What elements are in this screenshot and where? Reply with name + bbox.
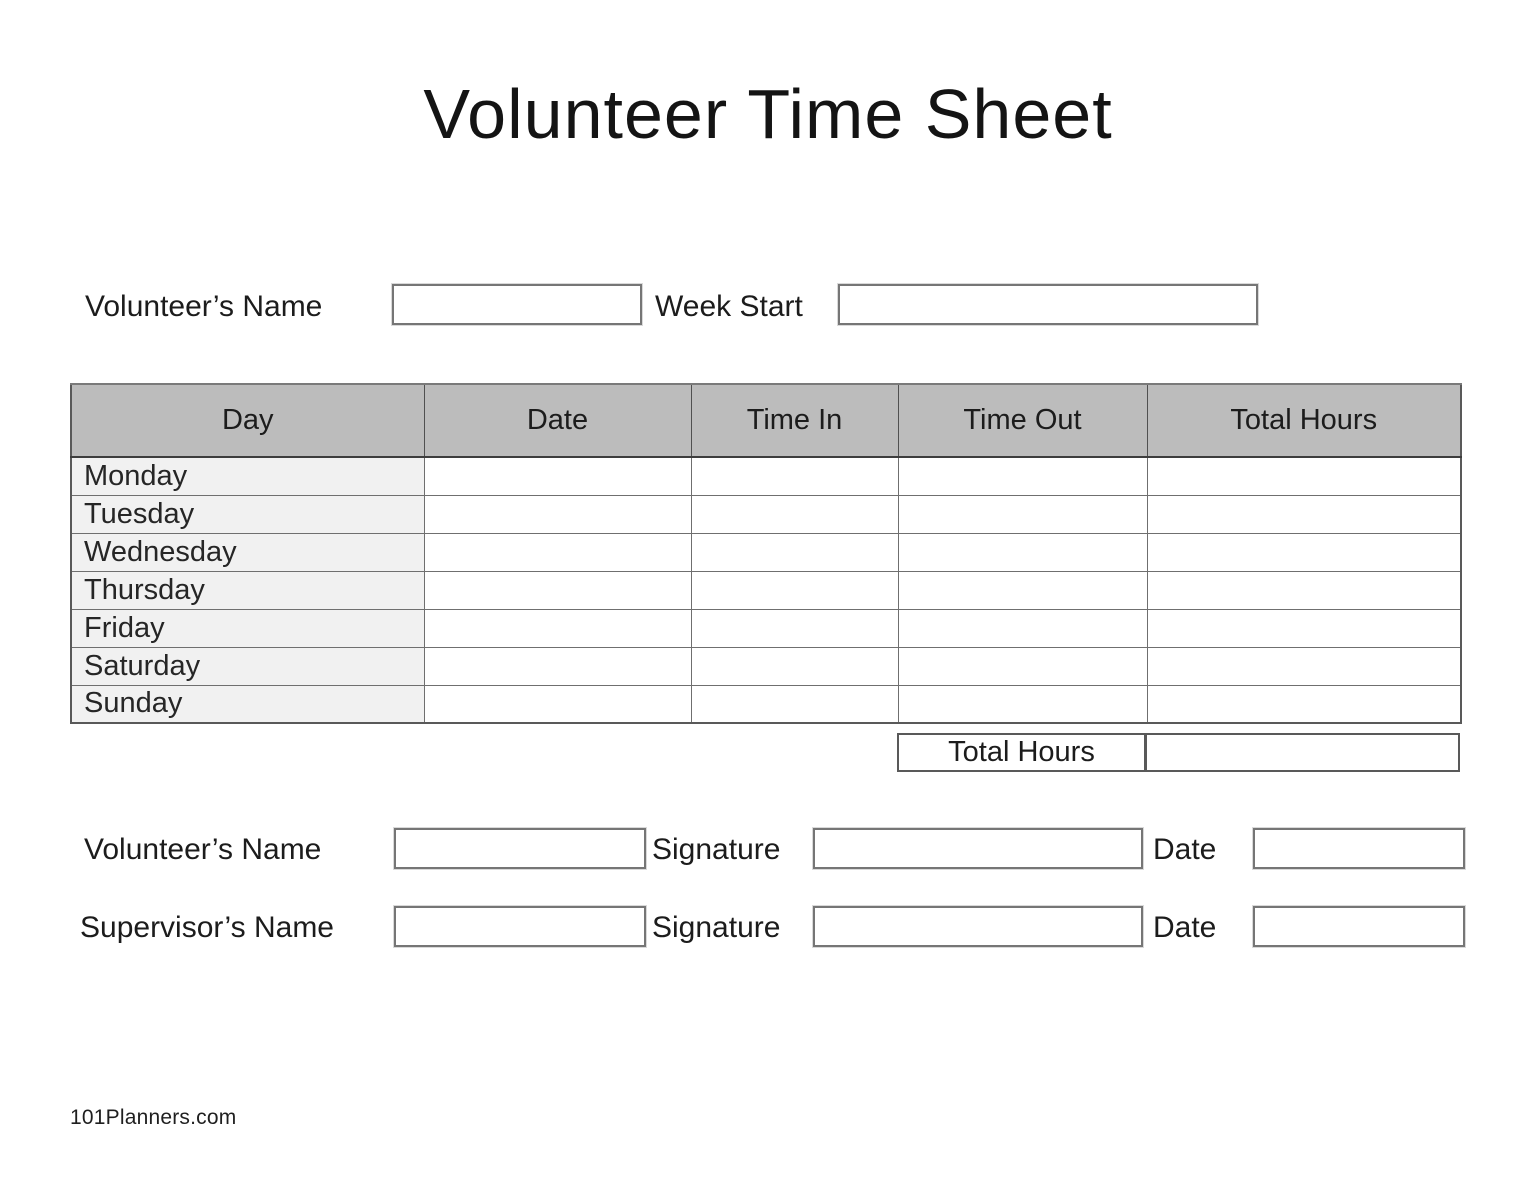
day-cell: Thursday <box>71 571 424 609</box>
supervisor-name-input[interactable] <box>394 906 646 947</box>
time-out-cell[interactable] <box>898 609 1147 647</box>
total-hours-cell[interactable] <box>1147 647 1461 685</box>
time-in-cell[interactable] <box>691 457 898 495</box>
day-cell: Saturday <box>71 647 424 685</box>
date-cell[interactable] <box>424 457 691 495</box>
time-in-cell[interactable] <box>691 647 898 685</box>
time-in-cell[interactable] <box>691 495 898 533</box>
total-hours-cell[interactable] <box>1147 685 1461 723</box>
table-header-row <box>71 384 1461 457</box>
time-in-cell[interactable] <box>691 685 898 723</box>
volunteer-name-input[interactable] <box>394 828 646 869</box>
date-label: Date <box>1153 911 1217 944</box>
table-row <box>71 533 1461 571</box>
day-cell: Wednesday <box>71 533 424 571</box>
date-cell[interactable] <box>424 647 691 685</box>
signature-label: Signature <box>652 911 781 944</box>
total-hours-label: Total Hours <box>897 733 1146 772</box>
day-cell: Tuesday <box>71 495 424 533</box>
time-out-cell[interactable] <box>898 495 1147 533</box>
signature-label: Signature <box>652 833 781 866</box>
time-in-cell[interactable] <box>691 533 898 571</box>
column-header-time-out: Time Out <box>898 384 1147 457</box>
week-start-label: Week Start <box>655 290 803 323</box>
date-cell[interactable] <box>424 571 691 609</box>
total-hours-cell[interactable] <box>1147 457 1461 495</box>
volunteer-name-label: Volunteer’s Name <box>85 290 323 323</box>
day-cell: Sunday <box>71 685 424 723</box>
column-header-date: Date <box>424 384 691 457</box>
day-cell: Monday <box>71 457 424 495</box>
column-header-total-hours: Total Hours <box>1147 384 1461 457</box>
table-row <box>71 571 1461 609</box>
time-out-cell[interactable] <box>898 685 1147 723</box>
total-hours-cell[interactable] <box>1147 609 1461 647</box>
date-cell[interactable] <box>424 533 691 571</box>
date-input[interactable] <box>1253 828 1465 869</box>
time-in-cell[interactable] <box>691 571 898 609</box>
time-out-cell[interactable] <box>898 571 1147 609</box>
total-hours-value-cell[interactable] <box>1146 733 1460 772</box>
time-out-cell[interactable] <box>898 647 1147 685</box>
table-row <box>71 457 1461 495</box>
total-hours-cell[interactable] <box>1147 533 1461 571</box>
date-input[interactable] <box>1253 906 1465 947</box>
column-header-day: Day <box>71 384 424 457</box>
date-cell[interactable] <box>424 609 691 647</box>
table-row <box>71 495 1461 533</box>
total-hours-cell[interactable] <box>1147 495 1461 533</box>
volunteer-name-label: Volunteer’s Name <box>84 833 322 866</box>
signature-input[interactable] <box>813 828 1143 869</box>
weekly-total-row <box>897 733 1460 772</box>
signature-input[interactable] <box>813 906 1143 947</box>
footer-site-text: 101Planners.com <box>70 1106 237 1129</box>
day-cell: Friday <box>71 609 424 647</box>
time-out-cell[interactable] <box>898 533 1147 571</box>
date-label: Date <box>1153 833 1217 866</box>
date-cell[interactable] <box>424 495 691 533</box>
time-in-cell[interactable] <box>691 609 898 647</box>
column-header-time-in: Time In <box>691 384 898 457</box>
table-row <box>71 609 1461 647</box>
total-hours-cell[interactable] <box>1147 571 1461 609</box>
timesheet-table <box>70 383 1462 724</box>
page-title: Volunteer Time Sheet <box>423 75 1113 153</box>
time-out-cell[interactable] <box>898 457 1147 495</box>
week-start-input[interactable] <box>838 284 1258 325</box>
table-row <box>71 647 1461 685</box>
supervisor-name-label: Supervisor’s Name <box>80 911 334 944</box>
date-cell[interactable] <box>424 685 691 723</box>
volunteer-name-input[interactable] <box>392 284 642 325</box>
table-row <box>71 685 1461 723</box>
